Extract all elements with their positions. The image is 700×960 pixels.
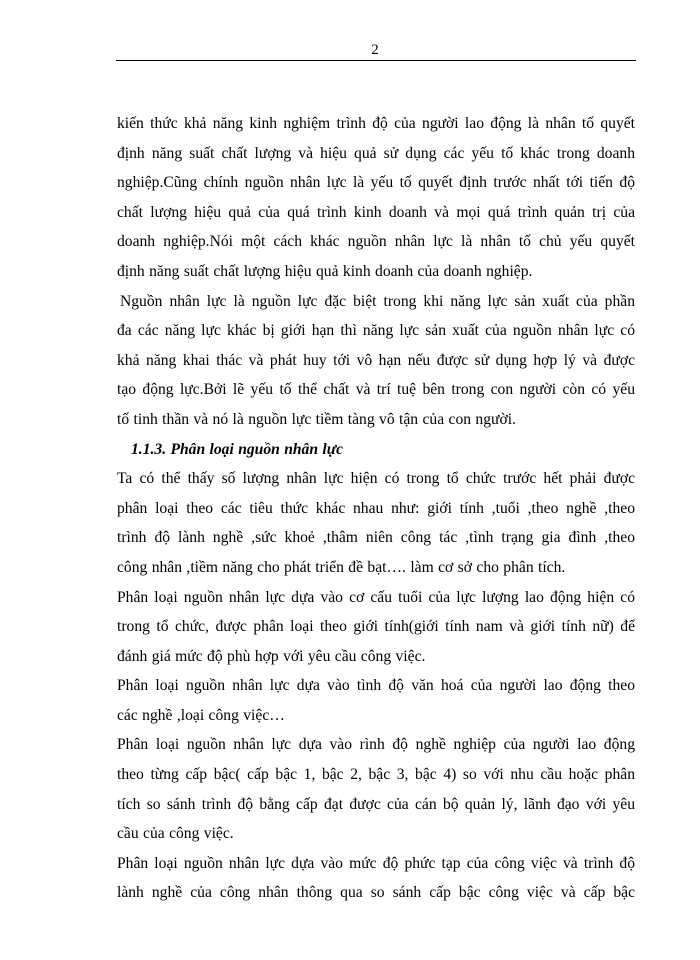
- text-line: công nhân ,tiềm năng cho phát triển đề bạt…. làm cơ sở cho phân tích.: [117, 558, 566, 576]
- text-line: trong tổ chức, được phân loại theo giới tính(giới tính nam và giới tính nữ) để: [117, 618, 635, 636]
- text-line: chất lượng hiệu quả của quá trình kinh doanh và mọi quá trình quản trị của: [117, 203, 635, 221]
- text-line: trình độ lành nghề ,sức khoẻ ,thâm niên công tác ,tình trạng gia đình ,theo: [117, 529, 635, 547]
- text-line: tố tinh thần và nó là nguồn lực tiềm tàng vô tận của con người.: [117, 410, 516, 428]
- text-line: theo từng cấp bậc( cấp bậc 1, bậc 2, bậc 3, bậc 4) so với nhu cầu hoặc phân: [117, 766, 635, 784]
- text-line: Ta có thể thấy số lượng nhân lực hiện có trong tổ chức trước hết phải được: [117, 470, 635, 488]
- text-line: Phân loại nguồn nhân lực dựa vào mức độ phức tạp của công việc và trình độ: [117, 854, 635, 872]
- text-line: Phân loại nguồn nhân lực dựa vào rình độ nghề nghiệp của người lao động: [117, 736, 635, 754]
- text-line: định năng suất chất lượng và hiệu quả sử dụng các yếu tố khác trong doanh: [117, 144, 635, 162]
- text-line: Nguồn nhân lực là nguồn lực đặc biệt trong khi năng lực sản xuất của phần: [120, 292, 635, 310]
- text-line: Phân loại nguồn nhân lực dựa vào tình độ văn hoá của người lao động theo: [117, 677, 635, 695]
- body-text: [117, 109, 635, 908]
- section-heading: 1.1.3. Phân loại nguồn nhân lực: [131, 440, 344, 458]
- text-line: đánh giá mức độ phù hợp với yêu cầu công việc.: [117, 647, 426, 665]
- text-line: tạo động lực.Bởi lẽ yếu tố thể chất và trí tuệ bên trong con người còn có yếu: [117, 381, 635, 399]
- text-line: cầu của công việc.: [117, 825, 234, 843]
- text-line: khả năng khai thác và phát huy tới vô hạn nếu được sử dụng hợp lý và được: [117, 351, 635, 369]
- text-line: doanh nghiệp.Nói một cách khác nguồn nhân lực là nhân tố chủ yếu quyết: [117, 233, 635, 251]
- text-line: kiến thức khả năng kinh nghiệm trình độ của người lao động là nhân tố quyết: [117, 115, 635, 132]
- page-number: 2: [371, 42, 379, 58]
- header-rule: [116, 60, 636, 61]
- text-line: phân loại theo các tiêu thức khác nhau như: giới tính ,tuổi ,theo nghề ,theo: [117, 499, 635, 517]
- text-line: tích so sánh trình độ bằng cấp đạt được của cán bộ quản lý, lãnh đạo với yêu: [117, 795, 635, 813]
- text-line: Phân loại nguồn nhân lực dựa vào cơ cấu tuổi của lực lượng lao động hiện có: [117, 588, 635, 606]
- text-line: định năng suất chất lượng hiệu quả kinh doanh của doanh nghiệp.: [117, 262, 533, 280]
- text-line: nghiệp.Cũng chính nguồn nhân lực là yếu tố quyết định trước nhất tới tiến độ: [117, 174, 635, 192]
- text-line: đa các năng lực khác bị giới hạn thì năng lực sản xuất của nguồn nhân lực có: [117, 322, 635, 340]
- text-line: các nghề ,loại công việc…: [117, 706, 285, 724]
- text-line: lành nghề của công nhân thông qua so sánh cấp bậc công việc và cấp bậc: [117, 884, 635, 902]
